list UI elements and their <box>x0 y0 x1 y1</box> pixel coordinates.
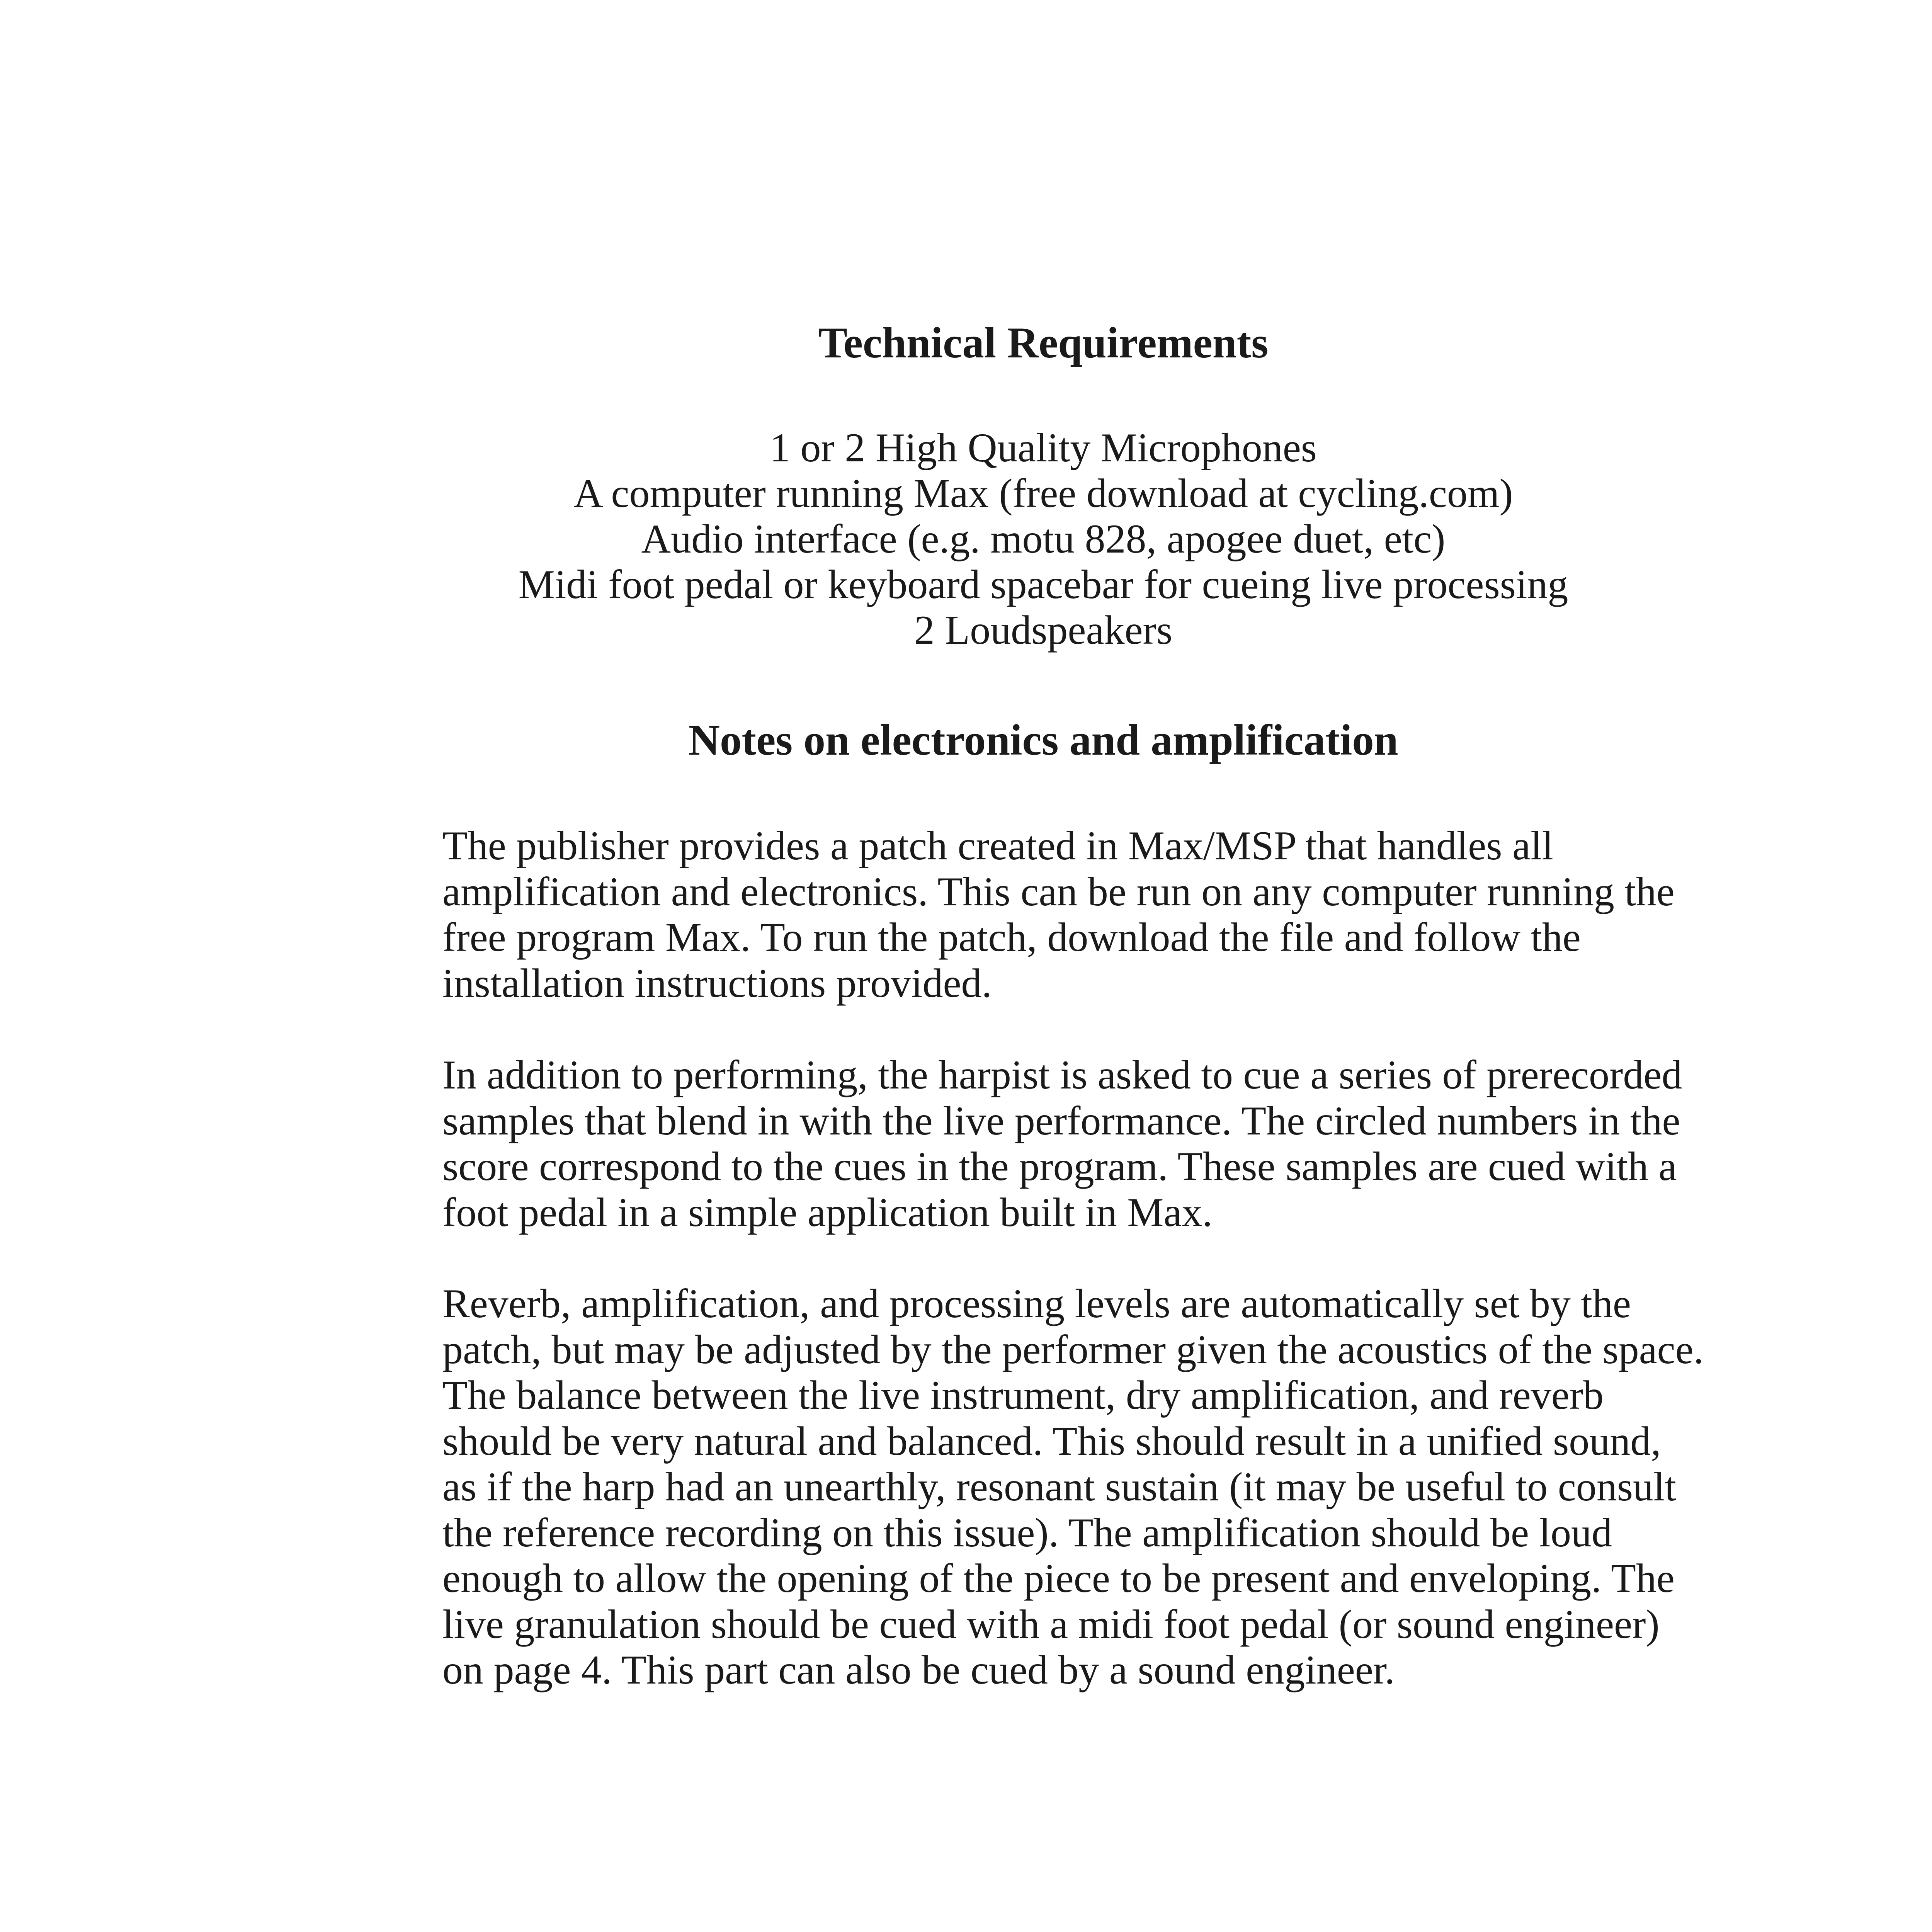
text-line: on page 4. This part can also be cued by a sound engineer. <box>442 1647 1395 1692</box>
technical-requirements-heading: Technical Requirements <box>818 319 1269 367</box>
text-line: free program Max. To run the patch, download the file and follow the <box>442 915 1581 960</box>
text-line: foot pedal in a simple application built in Max. <box>442 1189 1213 1235</box>
notes-paragraph-cues <box>442 1052 1682 1235</box>
notes-paragraph-levels <box>442 1281 1704 1693</box>
requirement-item: Midi foot pedal or keyboard spacebar for cueing live processing <box>518 562 1568 607</box>
text-line: live granulation should be cued with a midi foot pedal (or sound engineer) <box>442 1601 1660 1647</box>
text-line: The balance between the live instrument, dry amplification, and reverb <box>442 1372 1604 1418</box>
text-line: as if the harp had an unearthly, resonant sustain (it may be useful to consult <box>442 1464 1676 1509</box>
requirements-list <box>0 425 1932 653</box>
requirement-item: A computer running Max (free download at cycling.com) <box>573 471 1513 516</box>
text-line: enough to allow the opening of the piece to be present and enveloping. The <box>442 1556 1675 1601</box>
requirement-item: 1 or 2 High Quality Microphones <box>769 425 1317 470</box>
text-line: should be very natural and balanced. This should result in a unified sound, <box>442 1418 1661 1464</box>
text-line: samples that blend in with the live performance. The circled numbers in the <box>442 1098 1680 1143</box>
requirement-item: 2 Loudspeakers <box>914 607 1173 653</box>
text-line: In addition to performing, the harpist is asked to cue a series of prerecorded <box>442 1052 1682 1097</box>
text-line: score correspond to the cues in the program. These samples are cued with a <box>442 1144 1677 1189</box>
requirement-item: Audio interface (e.g. motu 828, apogee duet, etc) <box>641 516 1446 561</box>
text-line: installation instructions provided. <box>442 960 992 1006</box>
text-line: patch, but may be adjusted by the performer given the acoustics of the space. <box>442 1327 1704 1372</box>
text-line: Reverb, amplification, and processing levels are automatically set by the <box>442 1281 1631 1326</box>
text-line: The publisher provides a patch created in Max/MSP that handles all <box>442 823 1553 868</box>
notes-paragraph-patch <box>442 823 1679 1006</box>
text-line: amplification and electronics. This can be run on any computer running the <box>442 869 1675 914</box>
notes-heading: Notes on electronics and amplification <box>688 716 1398 764</box>
text-line: the reference recording on this issue). The amplification should be loud <box>442 1510 1612 1555</box>
